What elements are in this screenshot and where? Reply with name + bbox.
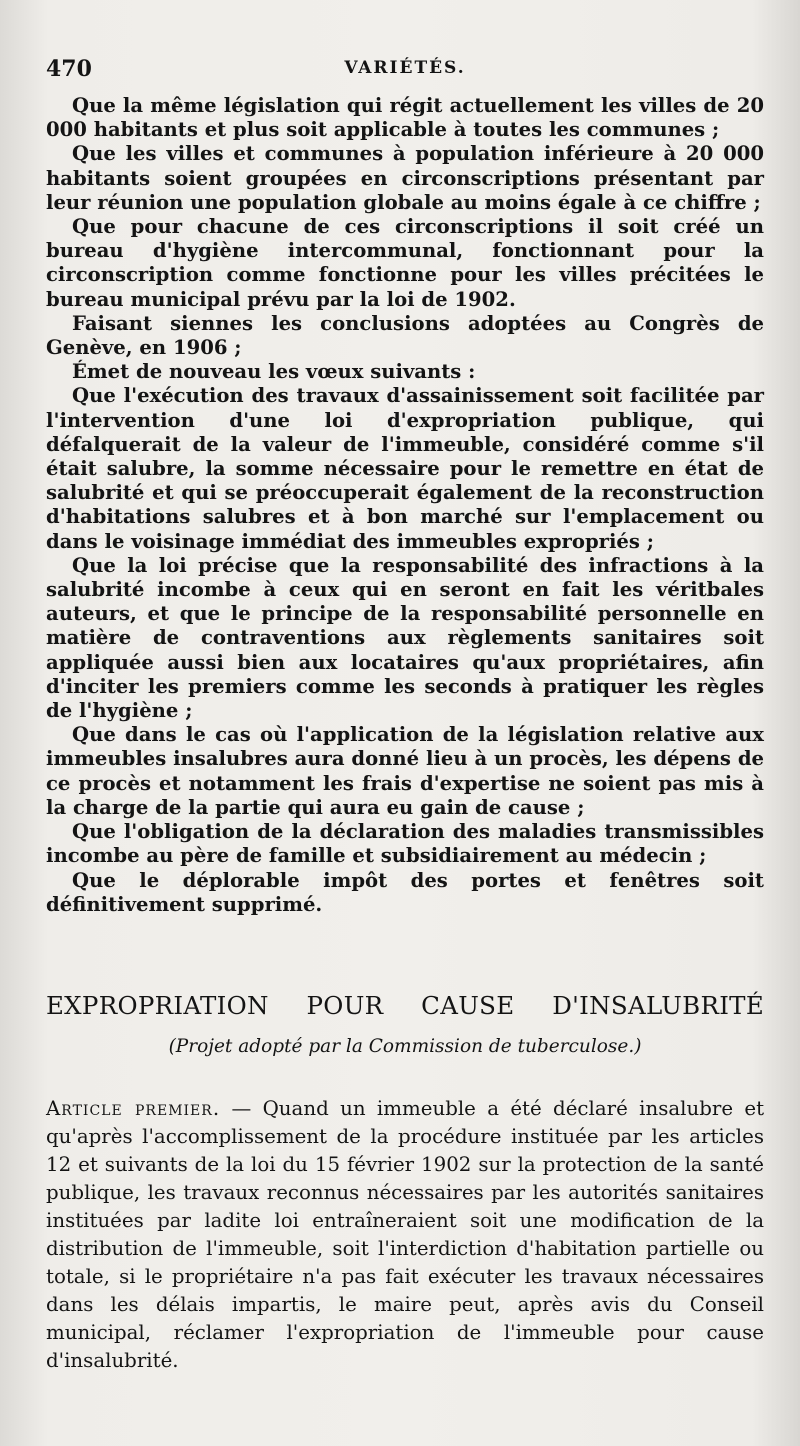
paragraph: Émet de nouveau les vœux suivants : — [72, 360, 476, 384]
paragraph: Que la même législation qui régit actuellement les villes de 20 000 habitants et plus soit applicable à toutes les communes ; — [46, 94, 764, 142]
article-text: Quand un immeuble a été déclaré insalubre et qu'après l'accomplissement de la procédure instituée par les articles 12 et suivants de la loi du 15 février 1902 sur la protection de la santé publique, les travaux reconnus nécessaires par les autorités sanitaires instituées par ladite loi entraîneraient soit une modification de la distribution de l'immeuble, soit l'interdiction d'habitation partielle ou totale, si le propriétaire n'a pas fait exécuter les travaux nécessaires dans les délais impartis, le maire peut, après avis du Conseil municipal, réclamer l'expropriation de l'immeuble pour cause d'insalubrité. — [46, 1096, 765, 1372]
article-heading: Article premier. — [46, 1096, 221, 1120]
paragraph: Que l'obligation de la déclaration des maladies transmissibles incombe au père de famille et subsidiairement au médecin ; — [46, 820, 764, 868]
resolutions-text — [46, 94, 764, 917]
paragraph: Que pour chacune de ces circonscriptions il soit créé un bureau d'hygiène intercommunal, fonctionnant pour la circonscription comme fonctionne pour les villes précitées le bureau municipal prévu par la loi de 1902. — [46, 215, 764, 311]
paragraph: Que la loi précise que la responsabilité des infractions à la salubrité incombe à ceux qui en seront en fait les véritbales auteurs, et que le principe de la responsabilité personnelle en matière de contraventions aux règlements sanitaires soit appliquée aussi bien aux locataires qu'aux propriétaires, afin d'inciter les premiers comme les seconds à pratiquer les règles de l'hygiène ; — [46, 553, 764, 723]
paragraph: Que le déplorable impôt des portes et fenêtres soit définitivement supprimé. — [46, 868, 764, 916]
paragraph: Que les villes et communes à population inférieure à 20 000 habitants soient groupées en circonscriptions présentant par leur réunion une population globale au moins égale à ce chiffre ; — [46, 142, 764, 214]
article-first — [46, 1095, 764, 1375]
paragraph: Que l'exécution des travaux d'assainissement soit facilitée par l'intervention d'une loi d'expropriation publique, qui défalquerait de la valeur de l'immeuble, considéré comme s'il était salubre, la somme nécessaire pour le remettre en état de salubrité et qui se préoccuperait également de la reconstruction d'habitations salubres et à bon marché sur l'emplacement ou dans le voisinage immédiat des immeubles expropriés ; — [46, 384, 764, 553]
page-number: 470 — [46, 56, 92, 82]
running-title: VARIÉTÉS. — [344, 58, 466, 78]
paragraph: Faisant siennes les conclusions adoptées au Congrès de Genève, en 1906 ; — [46, 311, 764, 360]
section-title: EXPROPRIATION POUR CAUSE D'INSALUBRITÉ — [46, 990, 764, 1020]
paragraph: Que dans le cas où l'application de la législation relative aux immeubles insalubres aura donné lieu à un procès, les dépens de ce procès et notamment les frais d'expertise ne soient pas mis à la charge de la partie qui aura eu gain de cause ; — [46, 723, 764, 819]
article-dash: — — [220, 1096, 263, 1120]
section-subtitle: (Projet adopté par la Commission de tuberculose.) — [168, 1035, 642, 1057]
running-head — [46, 50, 764, 94]
article-paragraph — [46, 1095, 764, 1375]
